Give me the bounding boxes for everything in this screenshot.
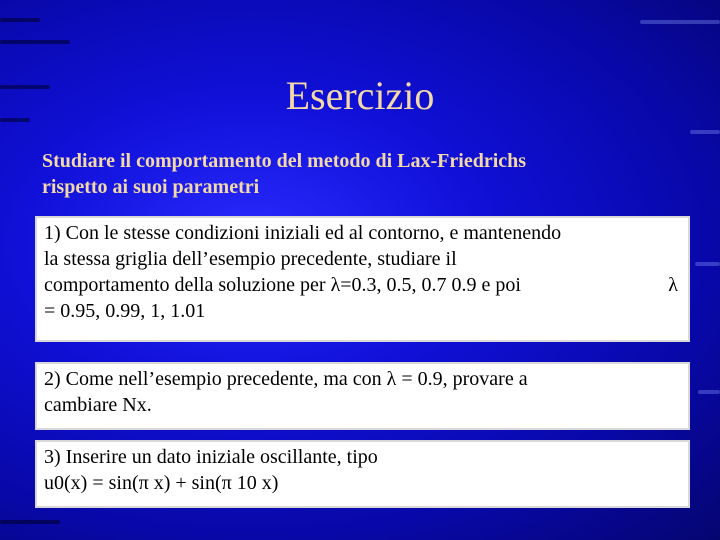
slide-subtitle <box>42 148 682 200</box>
exercise-item-1 <box>35 216 690 342</box>
item-text-line: 2) Come nell’esempio precedente, ma con λ = 0.9, provare a <box>44 368 528 390</box>
background-stripe <box>698 390 720 394</box>
slide-title: Esercizio <box>285 73 435 118</box>
item-text-line <box>44 272 682 298</box>
item-text-line: la stessa griglia dell’esempio precedente, studiare il <box>44 248 457 270</box>
item-text-line: 3) Inserire un dato iniziale oscillante, tipo <box>44 446 378 468</box>
background-stripe <box>695 262 720 266</box>
background-stripe <box>0 18 40 22</box>
item-text-line: cambiare Nx. <box>44 394 152 416</box>
item-text-line: u0(x) = sin(π x) + sin(π 10 x) <box>44 472 279 494</box>
lambda-symbol: λ <box>668 274 678 296</box>
background-stripe <box>0 40 70 44</box>
background-stripe <box>690 130 720 134</box>
exercise-item-2 <box>35 362 690 430</box>
item-text: comportamento della soluzione per λ=0.3, 0.5, 0.7 0.9 e poi <box>44 274 521 296</box>
background-stripe <box>0 520 60 524</box>
subtitle-line: Studiare il comportamento del metodo di Lax-Friedrichs <box>42 150 527 172</box>
exercise-item-3 <box>35 440 690 508</box>
background-stripe <box>640 20 720 24</box>
item-text-line: 1) Con le stesse condizioni iniziali ed al contorno, e mantenendo <box>44 222 562 244</box>
subtitle-line: rispetto ai suoi parametri <box>42 176 260 198</box>
item-text-line: = 0.95, 0.99, 1, 1.01 <box>44 300 206 322</box>
